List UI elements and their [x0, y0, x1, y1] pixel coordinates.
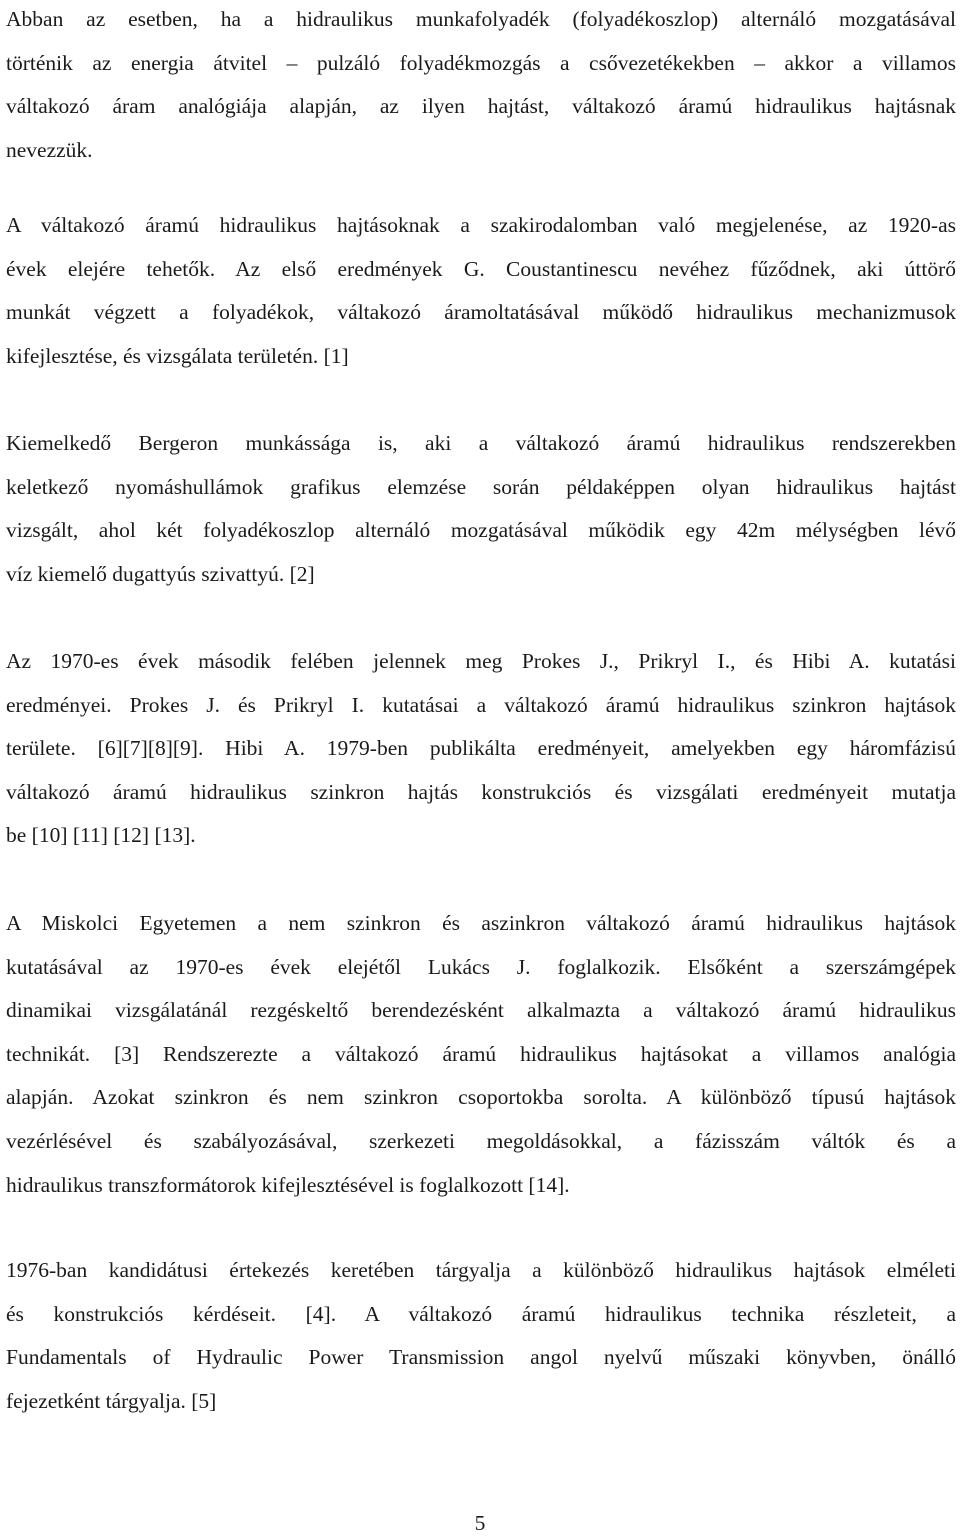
paragraph-line: hidraulikus transzformátorok kifejlesztésével is foglalkozott [14]. — [6, 1172, 570, 1197]
paragraph-line: Abban az esetben, ha a hidraulikus munkafolyadék (folyadékoszlop) alternáló mozgatásával — [6, 7, 956, 31]
paragraph-5 — [6, 902, 956, 1207]
paragraph-line: alapján. Azokat szinkron és nem szinkron csoportokba sorolta. A különböző típusú hajtások — [6, 1085, 956, 1110]
paragraph-line: A váltakozó áramú hidraulikus hajtásoknak a szakirodalomban való megjelenése, az 1920-as — [6, 213, 956, 237]
paragraph-line: váltakozó áramú hidraulikus szinkron hajtás konstrukciós és vizsgálati eredményeit mutatja — [6, 779, 956, 804]
paragraph-line: területe. [6][7][8][9]. Hibi A. 1979-ben publikálta eredményeit, amelyekben egy háromfázisú — [6, 736, 956, 761]
paragraph-line: eredményei. Prokes J. és Prikryl I. kutatásai a váltakozó áramú hidraulikus szinkron hajtások — [6, 692, 956, 717]
paragraph-line: vizsgált, ahol két folyadékoszlop alternáló mozgatásával működik egy 42m mélységben lévő — [6, 518, 956, 543]
paragraph-6 — [6, 1249, 956, 1423]
paragraph-line: Az 1970-es évek második felében jelennek meg Prokes J., Prikryl I., és Hibi A. kutatási — [6, 649, 956, 673]
paragraph-line: munkát végzett a folyadékok, váltakozó áramoltatásával működő hidraulikus mechanizmusok — [6, 300, 956, 325]
paragraph-line: és konstrukciós kérdéseit. [4]. A váltakozó áramú hidraulikus technika részleteit, a — [6, 1301, 956, 1326]
paragraph-line: Kiemelkedő Bergeron munkássága is, aki a váltakozó áramú hidraulikus rendszerekben — [6, 431, 956, 455]
paragraph-line: kifejlesztése, és vizsgálata területén. [1] — [6, 343, 349, 368]
paragraph-2 — [6, 204, 956, 378]
paragraph-4 — [6, 640, 956, 858]
paragraph-line: kutatásával az 1970-es évek elejétől Lukács J. foglalkozik. Elsőként a szerszámgépek — [6, 954, 956, 979]
paragraph-line: keletkező nyomáshullámok grafikus elemzése során példaképpen olyan hidraulikus hajtást — [6, 474, 956, 499]
page-number: 5 — [474, 1511, 486, 1535]
paragraph-3 — [6, 422, 956, 596]
paragraph-line: dinamikai vizsgálatánál rezgéskeltő berendezésként alkalmazta a váltakozó áramú hidraulikus — [6, 998, 956, 1023]
paragraph-line: 1976-ban kandidátusi értekezés keretében tárgyalja a különböző hidraulikus hajtások elméleti — [6, 1258, 956, 1282]
paragraph-1 — [6, 0, 956, 172]
paragraph-line: be [10] [11] [12] [13]. — [6, 823, 196, 848]
paragraph-line: váltakozó áram analógiája alapján, az ilyen hajtást, váltakozó áramú hidraulikus hajtásnak — [6, 94, 956, 119]
paragraph-line: vezérlésével és szabályozásával, szerkezeti megoldásokkal, a fázisszám váltók és a — [6, 1128, 956, 1153]
paragraph-line: technikát. [3] Rendszerezte a váltakozó áramú hidraulikus hajtásokat a villamos analógia — [6, 1041, 956, 1066]
paragraph-line: évek elejére tehetők. Az első eredmények G. Coustantinescu nevéhez fűződnek, aki úttörő — [6, 256, 956, 281]
paragraph-line: történik az energia átvitel – pulzáló folyadékmozgás a csővezetékekben – akkor a villamos — [6, 50, 956, 75]
paragraph-line: víz kiemelő dugattyús szivattyú. [2] — [6, 561, 315, 586]
paragraph-line: fejezetként tárgyalja. [5] — [6, 1388, 217, 1413]
paragraph-line: Fundamentals of Hydraulic Power Transmission angol nyelvű műszaki könyvben, önálló — [6, 1345, 956, 1370]
paragraph-line: nevezzük. — [6, 137, 93, 162]
paragraph-line: A Miskolci Egyetemen a nem szinkron és aszinkron váltakozó áramú hidraulikus hajtások — [6, 911, 956, 935]
